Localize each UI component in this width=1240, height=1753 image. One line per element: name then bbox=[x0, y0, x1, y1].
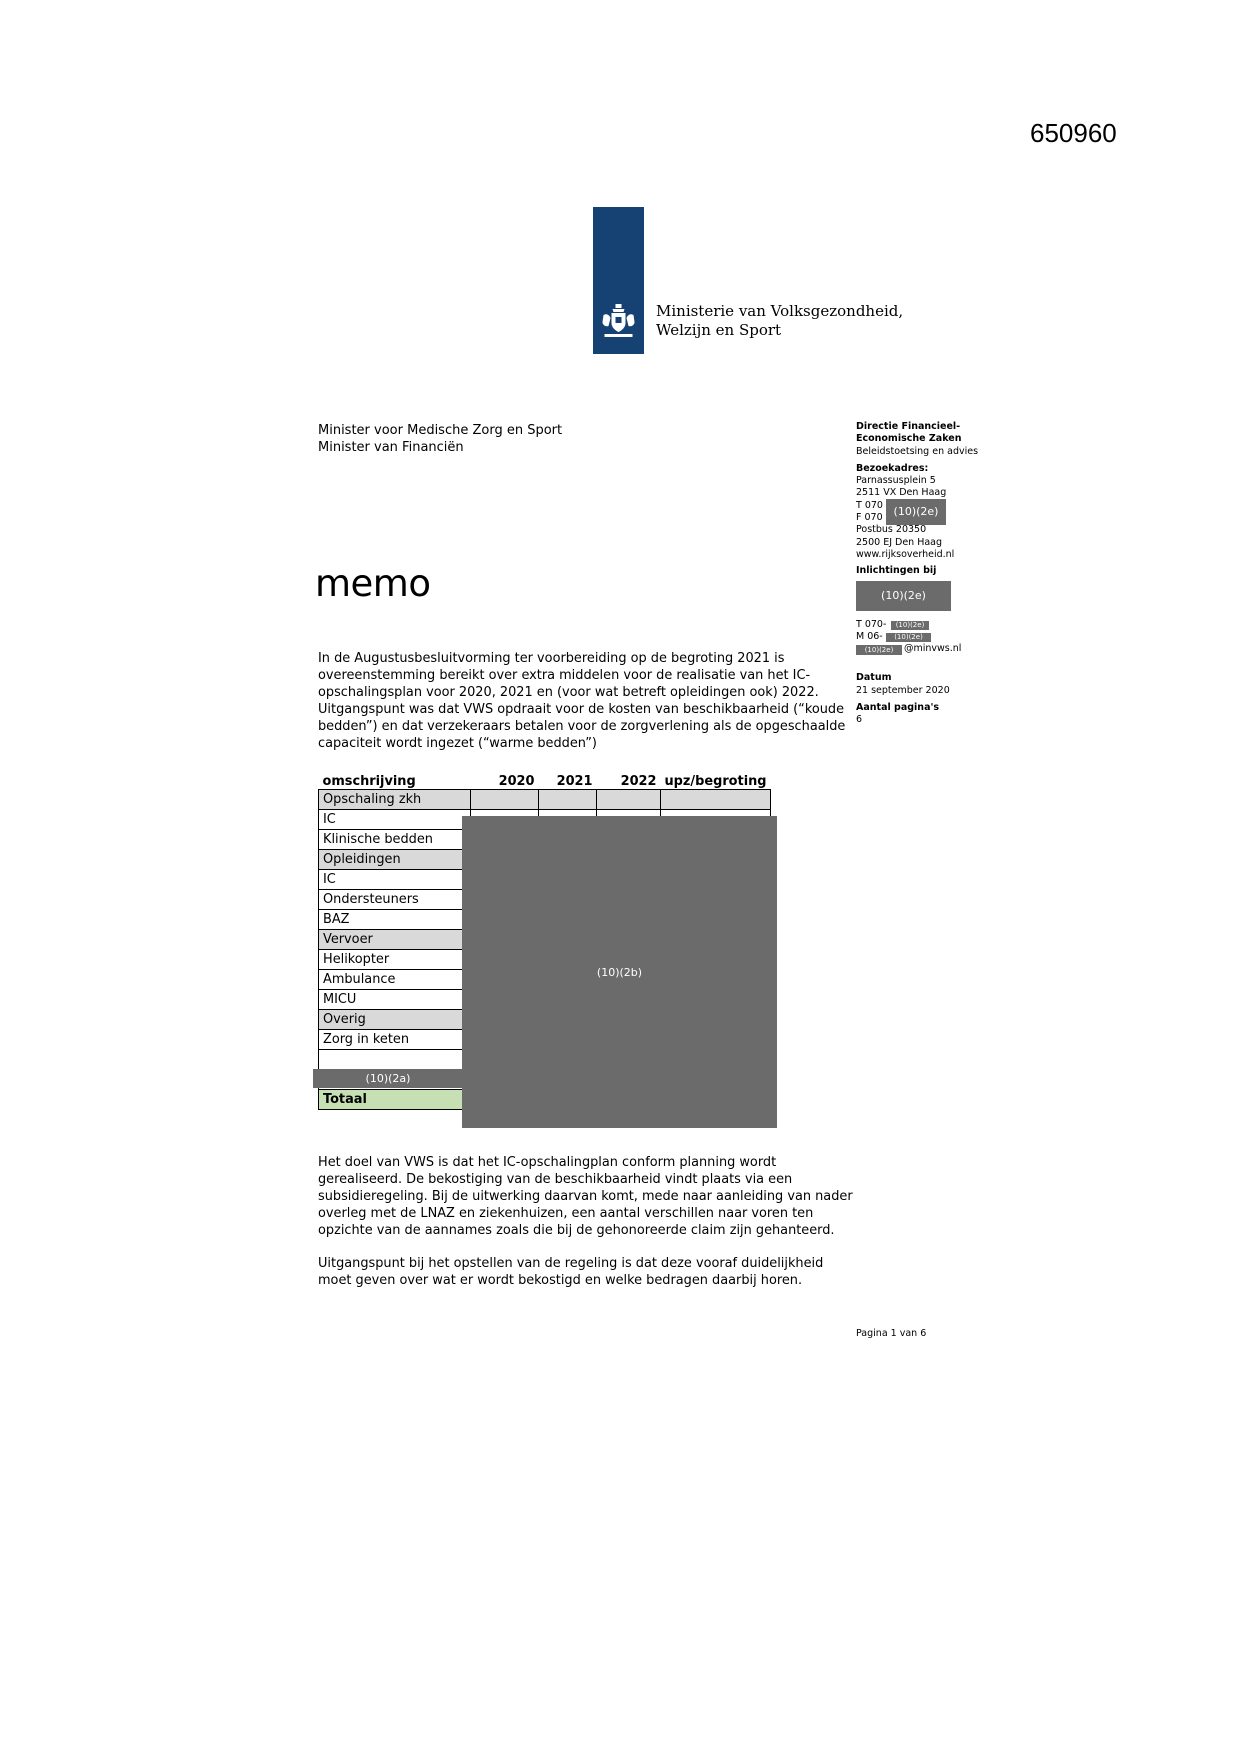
pages-label: Aantal pagina's bbox=[856, 702, 940, 714]
body-line: opzichte van de aannames zoals die bij de gehonoreerde claim zijn gehanteerd. bbox=[318, 1223, 835, 1238]
intro-line: overeenstemming bereikt over extra middelen voor de realisatie van het IC- bbox=[318, 668, 811, 683]
row-label: IC bbox=[319, 810, 471, 830]
visit-address-label: Bezoekadres: bbox=[856, 462, 929, 474]
info-label: Inlichtingen bij bbox=[856, 565, 937, 577]
body-paragraph-1 bbox=[318, 1154, 853, 1239]
row-label: Ondersteuners bbox=[319, 890, 471, 910]
row-label: Helikopter bbox=[319, 950, 471, 970]
royal-crest-icon bbox=[598, 302, 639, 342]
memo-title: memo bbox=[315, 562, 431, 605]
body-line: Uitgangspunt bij het opstellen van de regeling is dat deze vooraf duidelijkheid bbox=[318, 1256, 824, 1271]
pages-value: 6 bbox=[856, 714, 863, 726]
redaction-info-email: (10)(2e) bbox=[856, 645, 902, 655]
department-line1: Directie Financieel- bbox=[856, 421, 961, 432]
header-upz-begroting: upz/begroting bbox=[664, 774, 767, 789]
row-label: Opschaling zkh bbox=[319, 790, 471, 810]
row-label: BAZ bbox=[319, 910, 471, 930]
header-2020: 2020 bbox=[498, 774, 535, 789]
row-label: Ambulance bbox=[319, 970, 471, 990]
addressee-block bbox=[318, 422, 562, 456]
value-cell bbox=[471, 790, 539, 810]
addressee-line: Minister voor Medische Zorg en Sport bbox=[318, 423, 563, 438]
info-email: @minvws.nl bbox=[904, 643, 962, 655]
row-label: Overig bbox=[319, 1010, 471, 1030]
page-number: Pagina 1 van 6 bbox=[856, 1328, 927, 1339]
row-label bbox=[319, 1050, 471, 1070]
value-cell bbox=[539, 790, 597, 810]
redaction-table-values: (10)(2b) bbox=[462, 816, 777, 1128]
street: Parnassusplein 5 bbox=[856, 475, 936, 487]
website: www.rijksoverheid.nl bbox=[856, 548, 955, 560]
body-line: moet geven over wat er wordt bekostigd en welke bedragen daarbij horen. bbox=[318, 1273, 803, 1288]
info-mobile: M 06- bbox=[856, 630, 883, 642]
fax-line: F 070 bbox=[856, 512, 883, 524]
intro-line: bedden”) en dat verzekeraars betalen voor de zorgverlening als de opgeschaalde bbox=[318, 719, 846, 734]
postbus: Postbus 20350 bbox=[856, 524, 927, 536]
value-cell bbox=[597, 790, 661, 810]
intro-line: capaciteit wordt ingezet (“warme bedden”) bbox=[318, 736, 597, 751]
document-number: 650960 bbox=[1030, 118, 1117, 148]
info-phone: T 070- bbox=[856, 618, 887, 630]
header-omschrijving: omschrijving bbox=[322, 774, 416, 789]
city: 2511 VX Den Haag bbox=[856, 487, 947, 499]
redaction-info-mobile: (10)(2e) bbox=[886, 633, 931, 642]
department-line2: Economische Zaken bbox=[856, 433, 962, 445]
ministry-name-line1: Ministerie van Volksgezondheid, bbox=[656, 302, 904, 320]
table-header-row bbox=[319, 774, 771, 790]
redaction-contact-name: (10)(2e) bbox=[856, 581, 951, 611]
sidebar-info bbox=[856, 421, 996, 727]
table-row bbox=[319, 790, 771, 810]
row-label: Zorg in keten bbox=[319, 1030, 471, 1050]
redaction-phone: (10)(2e) bbox=[886, 499, 946, 525]
body-line: Het doel van VWS is dat het IC-opschalingplan conform planning wordt bbox=[318, 1155, 777, 1170]
rijksoverheid-logo-bar bbox=[593, 207, 644, 354]
intro-paragraph bbox=[318, 650, 846, 752]
header-2021: 2021 bbox=[556, 774, 593, 789]
intro-line: Uitgangspunt was dat VWS opdraait voor de kosten van beschikbaarheid (“koude bbox=[318, 702, 845, 717]
body-line: subsidieregeling. Bij de uitwerking daarvan komt, mede naar aanleiding van nader bbox=[318, 1189, 853, 1204]
date-label: Datum bbox=[856, 672, 892, 684]
redaction-table-row: (10)(2a) bbox=[313, 1069, 463, 1088]
row-label: Vervoer bbox=[319, 930, 471, 950]
row-label: MICU bbox=[319, 990, 471, 1010]
intro-line: opschalingsplan voor 2020, 2021 en (voor wat betreft opleidingen ook) 2022. bbox=[318, 685, 819, 700]
addressee-line: Minister van Financiën bbox=[318, 440, 464, 455]
body-line: overleg met de LNAZ en ziekenhuizen, een aantal verschillen naar voren ten bbox=[318, 1206, 814, 1221]
row-label: Totaal bbox=[319, 1090, 471, 1110]
ministry-name-line2: Welzijn en Sport bbox=[656, 321, 782, 339]
row-label: Opleidingen bbox=[319, 850, 471, 870]
row-label: IC bbox=[319, 870, 471, 890]
postal-city: 2500 EJ Den Haag bbox=[856, 536, 943, 548]
header-2022: 2022 bbox=[620, 774, 657, 789]
date-value: 21 september 2020 bbox=[856, 684, 950, 696]
subdepartment: Beleidstoetsing en advies bbox=[856, 445, 979, 457]
body-paragraph-2 bbox=[318, 1255, 843, 1289]
ministry-name bbox=[656, 302, 903, 340]
intro-line: In de Augustusbesluitvorming ter voorbereiding op de begroting 2021 is bbox=[318, 651, 785, 666]
phone-line: T 070 bbox=[856, 499, 883, 511]
value-cell bbox=[661, 790, 771, 810]
body-line: gerealiseerd. De bekostiging van de beschikbaarheid vindt plaats via een bbox=[318, 1172, 793, 1187]
redaction-info-phone: (10)(2e) bbox=[891, 621, 929, 630]
row-label: Klinische bedden bbox=[319, 830, 471, 850]
